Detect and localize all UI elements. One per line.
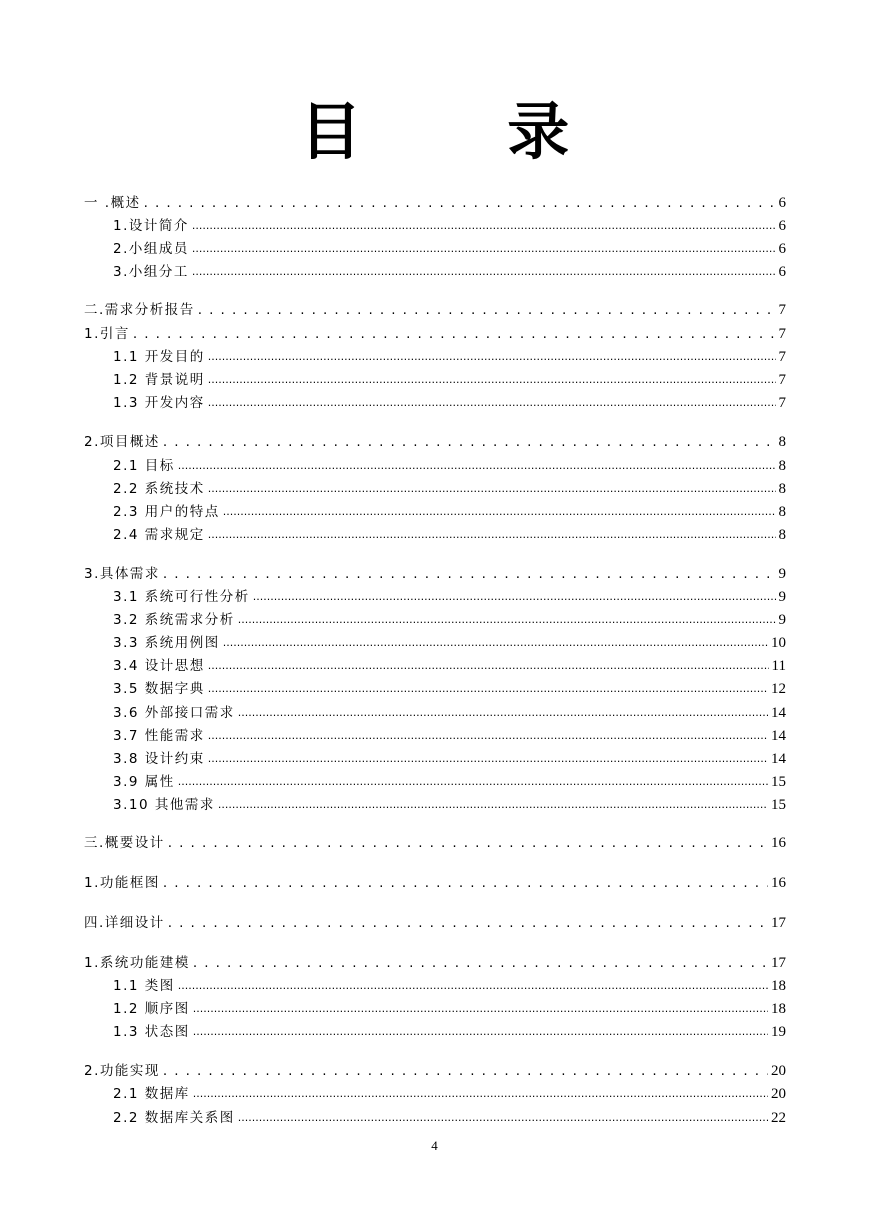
toc-entry-page: 11 (771, 658, 786, 674)
toc-leader-dots (163, 564, 776, 584)
toc-leader-dots (168, 833, 768, 853)
toc-leader-dots (238, 703, 768, 723)
toc-entry-title: 三.概要设计 (84, 835, 165, 851)
toc-leader-dots (133, 324, 776, 344)
toc-entry-title: 1.1 开发目的 (113, 349, 205, 365)
toc-entry[interactable] (113, 772, 786, 792)
toc-entry-title: 2.项目概述 (84, 434, 160, 450)
toc-entry-title: 3.2 系统需求分析 (113, 612, 235, 628)
toc-entry-title: 3.3 系统用例图 (113, 635, 220, 651)
toc-entry-page: 8 (778, 504, 786, 520)
toc-entry-title: 3.10 其他需求 (113, 797, 215, 813)
toc-entry-page: 7 (778, 302, 786, 318)
toc-entry-page: 16 (771, 835, 786, 851)
toc-entry[interactable] (113, 456, 786, 476)
toc-entry[interactable] (113, 239, 786, 259)
toc-entry-page: 18 (771, 1001, 786, 1017)
toc-leader-dots (253, 587, 776, 607)
toc-leader-dots (193, 999, 768, 1019)
toc-entry[interactable] (113, 703, 786, 723)
toc-entry-page: 8 (778, 434, 786, 450)
toc-entry-page: 10 (771, 635, 786, 651)
toc-entry-page: 19 (771, 1024, 786, 1040)
toc-entry[interactable] (113, 479, 786, 499)
toc-entry-title: 2.2 系统技术 (113, 481, 205, 497)
toc-entry-page: 15 (771, 797, 786, 813)
toc-entry-title: 3.5 数据字典 (113, 681, 205, 697)
toc-entry-title: 1.3 开发内容 (113, 395, 205, 411)
toc-entry-page: 7 (778, 326, 786, 342)
toc-entry-page: 9 (778, 566, 786, 582)
toc-entry-page: 20 (771, 1063, 786, 1079)
toc-entry[interactable] (113, 656, 786, 676)
toc-leader-dots (178, 456, 776, 476)
toc-entry-title: 四.详细设计 (84, 915, 165, 931)
toc-entry-title: 3.6 外部接口需求 (113, 705, 235, 721)
toc-entry[interactable] (113, 679, 786, 699)
toc-entry[interactable] (84, 913, 786, 933)
toc-entry-page: 8 (778, 458, 786, 474)
toc-entry[interactable] (113, 633, 786, 653)
toc-entry-page: 6 (778, 241, 786, 257)
toc-entry-title: 2.1 数据库 (113, 1086, 190, 1102)
toc-entry-page: 14 (771, 705, 786, 721)
toc-entry[interactable] (84, 953, 786, 973)
toc-entry-title: 二.需求分析报告 (84, 302, 195, 318)
toc-leader-dots (208, 370, 776, 390)
toc-entry[interactable] (113, 262, 786, 282)
toc-entry-title: 2.3 用户的特点 (113, 504, 220, 520)
toc-entry[interactable] (84, 1061, 786, 1081)
toc-leader-dots (208, 525, 776, 545)
toc-entry[interactable] (113, 726, 786, 746)
toc-entry-title: 1.功能框图 (84, 875, 160, 891)
toc-entry-title: 3.7 性能需求 (113, 728, 205, 744)
toc-leader-dots (193, 1022, 768, 1042)
toc-leader-dots (192, 262, 776, 282)
toc-leader-dots (208, 679, 768, 699)
toc-entry[interactable] (113, 587, 786, 607)
toc-entry[interactable] (113, 795, 786, 815)
toc-entry[interactable] (84, 833, 786, 853)
toc-leader-dots (163, 1061, 768, 1081)
toc-leader-dots (168, 913, 768, 933)
toc-entry[interactable] (84, 300, 786, 320)
toc-leader-dots (178, 976, 768, 996)
toc-entry[interactable] (113, 525, 786, 545)
toc-entry-title: 3.8 设计约束 (113, 751, 205, 767)
toc-entry-page: 9 (778, 612, 786, 628)
toc-entry-page: 15 (771, 774, 786, 790)
toc-entry-title: 2.功能实现 (84, 1063, 160, 1079)
toc-entry[interactable] (113, 1022, 786, 1042)
toc-entry-page: 7 (778, 372, 786, 388)
toc-leader-dots (218, 795, 768, 815)
toc-entry-page: 12 (771, 681, 786, 697)
toc-entry-page: 6 (778, 218, 786, 234)
toc-entry[interactable] (113, 370, 786, 390)
toc-leader-dots (208, 656, 769, 676)
toc-entry[interactable] (84, 324, 786, 344)
toc-entry-title: 3.具体需求 (84, 566, 160, 582)
toc-entry-title: 1.2 顺序图 (113, 1001, 190, 1017)
toc-entry-title: 2.4 需求规定 (113, 527, 205, 543)
toc-leader-dots (208, 479, 776, 499)
toc-entry-page: 6 (778, 195, 786, 211)
toc-entry-title: 3.小组分工 (113, 264, 189, 280)
toc-leader-dots (208, 749, 768, 769)
toc-entry-title: 2.1 目标 (113, 458, 175, 474)
toc-leader-dots (208, 347, 776, 367)
page-title: 目 录 (299, 95, 632, 168)
toc-entry-title: 1.3 状态图 (113, 1024, 190, 1040)
toc-entry[interactable] (113, 1084, 786, 1104)
toc-leader-dots (163, 873, 768, 893)
toc-leader-dots (208, 393, 776, 413)
toc-entry-title: 1.系统功能建模 (84, 955, 190, 971)
toc-entry[interactable] (113, 749, 786, 769)
toc-entry[interactable] (113, 999, 786, 1019)
toc-entry-page: 8 (778, 481, 786, 497)
toc-entry-page: 8 (778, 527, 786, 543)
toc-leader-dots (193, 953, 768, 973)
toc-entry-title: 2.小组成员 (113, 241, 189, 257)
toc-entry-title: 1.2 背景说明 (113, 372, 205, 388)
toc-leader-dots (192, 216, 776, 236)
toc-leader-dots (193, 1084, 768, 1104)
toc-entry-page: 22 (771, 1110, 786, 1126)
toc-entry-page: 20 (771, 1086, 786, 1102)
toc-entry-page: 14 (771, 751, 786, 767)
toc-entry-title: 3.4 设计思想 (113, 658, 205, 674)
toc-leader-dots (198, 300, 776, 320)
toc-entry[interactable] (113, 502, 786, 522)
toc-entry-title: 3.9 属性 (113, 774, 175, 790)
toc-leader-dots (163, 432, 776, 452)
toc-entry[interactable] (113, 216, 786, 236)
toc-leader-dots (144, 193, 776, 213)
toc-leader-dots (238, 1108, 768, 1128)
toc-entry-title: 一 .概述 (84, 195, 141, 211)
toc-entry[interactable] (113, 610, 786, 630)
toc-leader-dots (238, 610, 776, 630)
toc-entry[interactable] (84, 564, 786, 584)
toc-leader-dots (223, 502, 776, 522)
toc-entry-page: 16 (771, 875, 786, 891)
toc-entry-page: 17 (771, 955, 786, 971)
toc-entry[interactable] (84, 432, 786, 452)
toc-entry[interactable] (84, 873, 786, 893)
toc-entry[interactable] (113, 976, 786, 996)
toc-entry-page: 6 (778, 264, 786, 280)
toc-entry-page: 17 (771, 915, 786, 931)
toc-entry[interactable] (113, 393, 786, 413)
toc-entry-title: 1.1 类图 (113, 978, 175, 994)
toc-entry-page: 7 (778, 349, 786, 365)
toc-entry-title: 2.2 数据库关系图 (113, 1110, 235, 1126)
toc-leader-dots (178, 772, 768, 792)
toc-entry-page: 14 (771, 728, 786, 744)
toc-leader-dots (208, 726, 768, 746)
toc-entry-page: 9 (778, 589, 786, 605)
toc-leader-dots (192, 239, 776, 259)
toc-entry-page: 7 (778, 395, 786, 411)
toc-entry-title: 3.1 系统可行性分析 (113, 589, 250, 605)
toc-entry-page: 18 (771, 978, 786, 994)
toc-entry[interactable] (113, 347, 786, 367)
toc-entry-title: 1.引言 (84, 326, 130, 342)
page-number: 4 (431, 1138, 438, 1153)
toc-entry-title: 1.设计简介 (113, 218, 189, 234)
toc-entry[interactable] (84, 193, 786, 213)
toc-entry[interactable] (113, 1108, 786, 1128)
toc-leader-dots (223, 633, 768, 653)
